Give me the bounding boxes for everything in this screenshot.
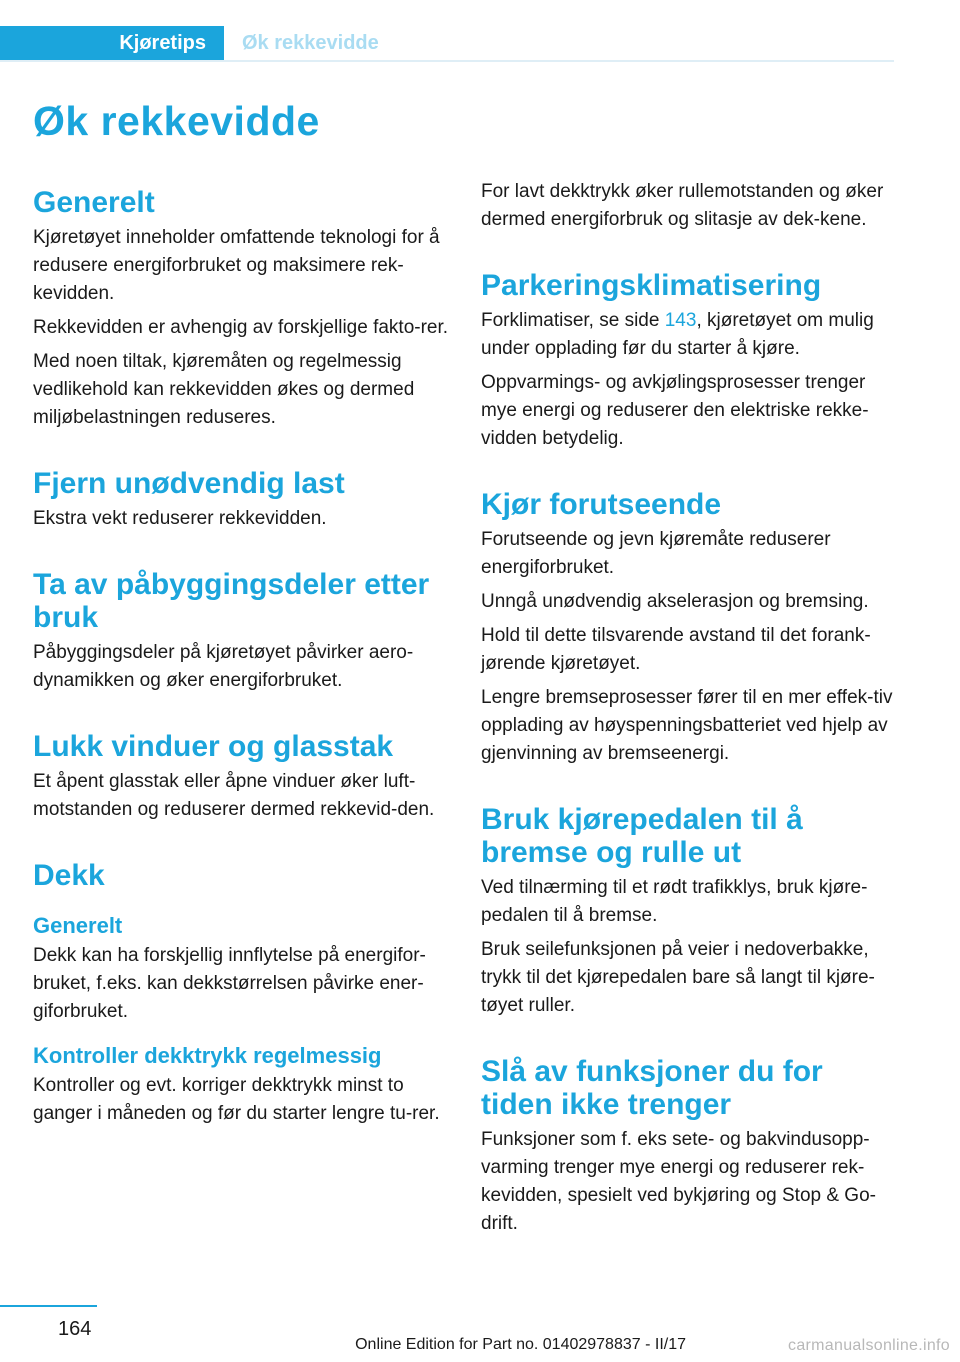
heading-forutseende: Kjør forutseende — [481, 488, 722, 521]
heading-vinduer: Lukk vinduer og glasstak — [33, 730, 394, 763]
paragraph: Ved tilnærming til et rødt trafikklys, bruk kjøre‐pedalen til å bremse. — [481, 877, 868, 926]
paragraph: Lengre bremseprosesser fører til en mer effek‐tiv opplading av høyspenningsbatteriet ved hjelp av gjenvinning av bremseenergi. — [481, 687, 893, 764]
paragraph: Bruk seilefunksjonen på veier i nedoverbakke, trykk til det kjørepedalen bare så langt til kjøre‐tøyet ruller. — [481, 939, 875, 1016]
paragraph: Kontroller og evt. korriger dekktrykk minst to ganger i måneden og før du starter lengre tu‐rer. — [33, 1075, 440, 1124]
tab-section-label: Øk rekkevidde — [242, 31, 379, 54]
subheading-dekktrykk: Kontroller dekktrykk regelmessig — [33, 1043, 382, 1068]
paragraph: Funksjoner som f. eks sete- og bakvindusopp‐varming trenger mye energi og reduserer rek‐kevidden, spesielt ved bykjøring og Stop & Go-drift. — [481, 1129, 876, 1234]
paragraph: Dekk kan ha forskjellig innflytelse på energifor‐bruket, f.eks. kan dekkstørrelsen påvirke ener‐giforbruket. — [33, 945, 426, 1022]
paragraph: Unngå unødvendig akselerasjon og bremsing. — [481, 591, 869, 612]
tab-chapter-label: Kjøretips — [119, 31, 206, 54]
heading-dekk: Dekk — [33, 859, 105, 892]
subheading-dekk-generelt: Generelt — [33, 913, 123, 938]
heading-pabyggingsdeler: Ta av påbyggingsdeler etter bruk — [33, 568, 430, 634]
heading-kjorepedalen: Bruk kjørepedalen til å bremse og rulle ut — [481, 803, 803, 869]
page-reference-link[interactable]: 143 — [664, 310, 697, 331]
header-rule — [0, 60, 894, 62]
page-title: Øk rekkevidde — [33, 98, 320, 144]
text: Forklimatiser, se side — [481, 310, 665, 331]
paragraph: Kjøretøyet inneholder omfattende teknologi for å redusere energiforbruket og maksimere rek‐kevidden. — [33, 227, 440, 304]
paragraph: Et åpent glasstak eller åpne vinduer øker luft‐motstanden og reduserer dermed rekkevid‐den. — [33, 771, 435, 820]
page-number: 164 — [58, 1318, 92, 1340]
watermark: carmanualsonline.info — [788, 1337, 950, 1354]
heading-generelt: Generelt — [33, 186, 155, 219]
paragraph: Ekstra vekt reduserer rekkevidden. — [33, 508, 327, 529]
left-column — [33, 178, 451, 1128]
paragraph: Rekkevidden er avhengig av forskjellige fakto‐rer. — [33, 317, 449, 338]
edition-text: Online Edition for Part no. 01402978837 - II/17 — [355, 1336, 686, 1353]
text: , kjøretøyet om mulig under opplading før du starter å kjøre. — [481, 310, 874, 359]
paragraph: Med noen tiltak, kjøremåten og regelmessig vedlikehold kan rekkevidden økes og dermed miljøbelastningen reduseres. — [33, 351, 415, 428]
paragraph: Forutseende og jevn kjøremåte reduserer energiforbruket. — [481, 529, 831, 578]
tab-section[interactable] — [242, 26, 379, 60]
paragraph: Påbyggingsdeler på kjøretøyet påvirker aero‐dynamikken og øker energiforbruket. — [33, 642, 414, 691]
paragraph-forklimatiser — [481, 307, 899, 363]
right-column — [481, 178, 899, 1238]
paragraph: Oppvarmings- og avkjølingsprosesser trenger mye energi og reduserer den elektriske rekke‐vidden betydelig. — [481, 372, 869, 449]
heading-fjern-last: Fjern unødvendig last — [33, 467, 345, 500]
heading-funksjoner: Slå av funksjoner du for tiden ikke trenger — [481, 1055, 823, 1121]
paragraph: Hold til dette tilsvarende avstand til det forank‐jørende kjøretøyet. — [481, 625, 871, 674]
footer-rule — [0, 1305, 97, 1307]
heading-parkeringsklimatisering: Parkeringsklimatisering — [481, 269, 822, 302]
tab-chapter[interactable] — [0, 26, 224, 60]
paragraph: For lavt dekktrykk øker rullemotstanden og øker dermed energiforbruk og slitasje av dek‐kene. — [481, 181, 884, 230]
